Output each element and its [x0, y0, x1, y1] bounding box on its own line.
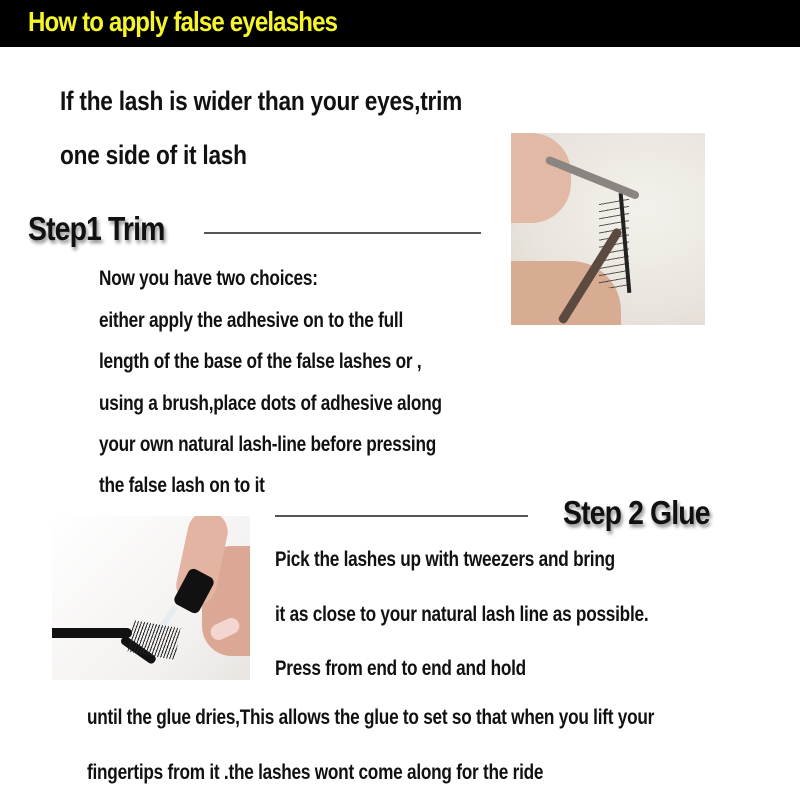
step2-heading: Step 2 Glue [563, 494, 710, 531]
step1-line-5: your own natural lash-line before pressing [99, 433, 437, 456]
step1-line-4: using a brush,place dots of adhesive along [99, 392, 442, 415]
step2-line-3: Press from end to end and hold [275, 657, 526, 680]
step1-line-3: length of the base of the false lashes or , [99, 350, 422, 373]
step1-heading: Step1 Trim [28, 210, 165, 247]
step1-line-6: the false lash on to it [99, 474, 265, 497]
step1-divider [204, 232, 481, 234]
step2-divider [275, 515, 528, 517]
intro-line-2: one side of it lash [60, 140, 247, 170]
step2-line-4: until the glue dries,This allows the glue to set so that when you lift your [87, 706, 655, 729]
step1-line-1: Now you have two choices: [99, 267, 318, 290]
page-title: How to apply false eyelashes [28, 6, 338, 37]
step1-line-2: either apply the adhesive on to the full [99, 309, 404, 332]
intro-line-1: If the lash is wider than your eyes,trim [60, 86, 463, 116]
glue-photo [52, 516, 250, 680]
step2-line-1: Pick the lashes up with tweezers and bring [275, 548, 615, 571]
step2-line-5: fingertips from it .the lashes wont come along for the ride [87, 761, 544, 784]
step2-line-2: it as close to your natural lash line as possible. [275, 603, 649, 626]
trim-photo [511, 133, 705, 325]
header-bar [0, 0, 800, 47]
